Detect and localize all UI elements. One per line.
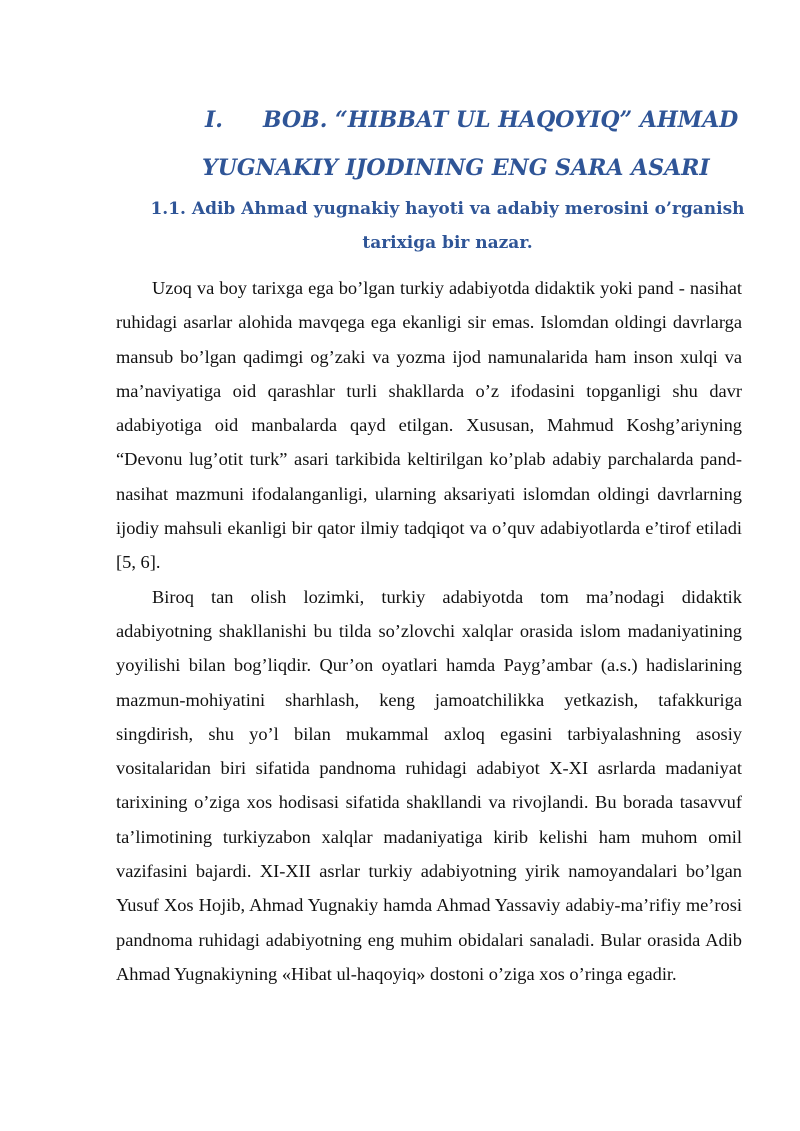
- chapter-title: [150, 96, 750, 192]
- chapter-title-line1: [150, 96, 750, 144]
- chapter-title-text: BOB. “HIBBAT UL HAQOYIQ” AHMAD: [263, 107, 739, 133]
- section-title: 1.1. Adib Ahmad yugnakiy hayoti va adabiy merosini o’rganish tarixiga bir nazar.: [150, 199, 745, 253]
- paragraph-1: Uzoq va boy tarixga ega bo’lgan turkiy adabiyotda didaktik yoki pand - nasihat ruhidagi asarlar alohida mavqega ega ekanligi sir emas. Islomdan oldingi davrlarga mansub bo’lgan qadimgi og’zaki va yozma ijod namunalarida ham inson xulqi va ma’naviyatiga oid qarashlar turli shakllarda o’z ifodasini topganligi shu davr adabiyotiga oid manbalarda qayd etilgan. Xususan, Mahmud Koshg’ariyning “Devonu lug’otit turk” asari tarkibida keltirilgan ko’plab adabiy parchalarda pand-nasihat mazmuni ifodalanganligi, ularning aksariyati islomdan oldingi davrlarning ijodiy mahsuli ekanligi bir qator ilmiy tadqiqot va o’quv adabiyotlarda e’tirof etiladi [5, 6].: [116, 278, 742, 573]
- paragraph-2: Biroq tan olish lozimki, turkiy adabiyotda tom ma’nodagi didaktik adabiyotning shakllanishi bu tilda so’zlovchi xalqlar orasida islom madaniyatining yoyilishi bilan bog’liqdir. Qur’on oyatlari hamda Payg’ambar (a.s.) hadislarining mazmun-mohiyatini sharhlash, keng jamoatchilikka yetkazish, tafakkuriga singdirish, shu yo’l bilan mukammal axloq egasini tarbiyalashning asosiy vositalaridan biri sifatida pandnoma ruhidagi adabiyot X-XI asrlarda madaniyat tarixining o’ziga xos hodisasi sifatida shakllandi va rivojlandi. Bu borada tasavvuf ta’limotining turkiyzabon xalqlar madaniyatiga kirib kelishi ham muhom omil vazifasini bajardi. XI-XII asrlar turkiy adabiyotning yirik namoyandalari bo’lgan Yusuf Xos Hojib, Ahmad Yugnakiy hamda Ahmad Yassaviy adabiy-ma’rifiy me’rosi pandnoma ruhidagi adabiyotning eng muhim obidalari sanaladi. Bular orasida Adib Ahmad Yugnakiyning «Hibat ul-haqoyiq» dostoni o’ziga xos o’ringa egadir.: [116, 586, 742, 984]
- body-text: [116, 271, 742, 991]
- chapter-number: I.: [205, 107, 223, 133]
- chapter-title-line2: YUGNAKIY IJODINING ENG SARA ASARI: [202, 155, 710, 181]
